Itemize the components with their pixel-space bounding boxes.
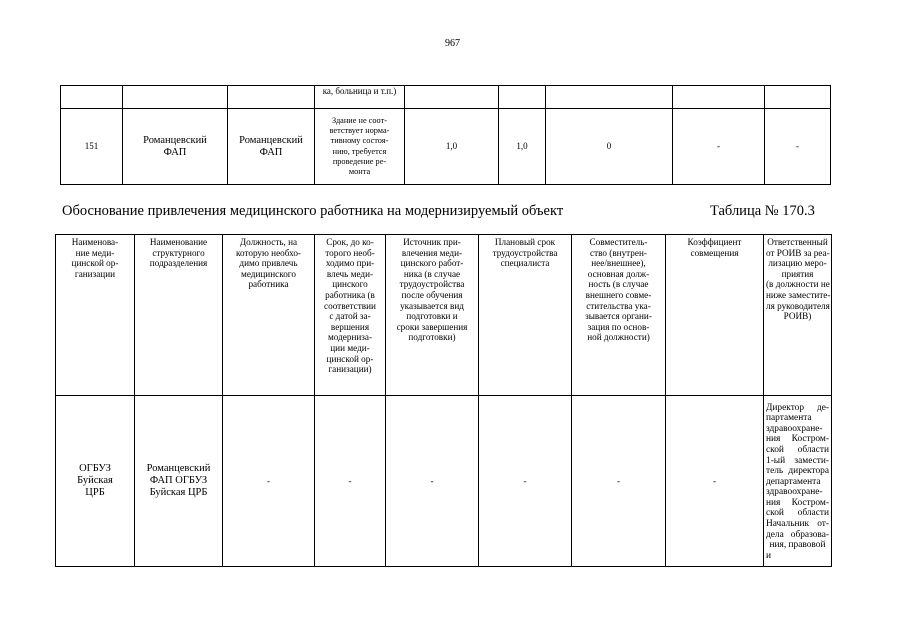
text-line: ной должности) — [587, 332, 650, 343]
deadline-cell: - — [315, 396, 386, 567]
text-line: работника (в — [325, 289, 375, 300]
text-line: ниже заместите- — [766, 289, 831, 300]
text-line: ОГБУЗ — [79, 463, 111, 474]
text-line: влечения меди- — [401, 247, 463, 258]
text-line: Романцевский — [143, 134, 207, 146]
header-cell — [572, 235, 666, 396]
text-line: ветствует норма- — [329, 126, 390, 136]
text-line: цинской ор- — [71, 258, 119, 269]
text-line: цинского работ- — [400, 258, 464, 269]
text-line: влечь меди- — [326, 268, 374, 279]
text-line: Директор де- — [766, 402, 829, 413]
source-cell: - — [386, 396, 479, 567]
page-number: 967 — [445, 38, 460, 49]
table-cell — [546, 86, 673, 109]
text-line: лизацию меро- — [768, 258, 827, 269]
header-cell — [479, 235, 572, 396]
table-cell — [765, 86, 831, 109]
value-cell: 1,0 — [499, 109, 546, 185]
text-line: тель директора — [766, 466, 829, 477]
text-line: здравоохране- — [766, 487, 823, 498]
text-line: 1-ый замести- — [766, 455, 829, 466]
text-line: тивному состоя- — [330, 136, 389, 146]
table-row — [61, 86, 831, 109]
text-line: монта — [348, 166, 371, 176]
value-cell: - — [765, 109, 831, 185]
table-header-row — [56, 235, 832, 396]
text-line: Ответственный — [767, 237, 828, 247]
table-cell: ка, больница и т.п.) — [315, 86, 405, 109]
text-line: (в должности не — [766, 279, 830, 290]
combination-cell: - — [572, 396, 666, 567]
text-line: цинского — [332, 279, 368, 290]
text-line: ля руководителя — [766, 300, 830, 311]
table-row — [56, 396, 832, 567]
text-line: основная долж- — [587, 268, 650, 279]
header-cell — [386, 235, 479, 396]
text-line: указывается вид — [400, 300, 464, 311]
building-condition — [315, 109, 405, 185]
header-cell — [315, 235, 386, 396]
text-line: вершения — [330, 321, 370, 332]
text-line: структурного — [152, 247, 205, 258]
header-cell — [764, 235, 832, 396]
text-line: ФАП — [259, 146, 283, 158]
text-line: зация по основ- — [587, 321, 650, 332]
table-cell — [228, 86, 315, 109]
table-cell — [123, 86, 228, 109]
text-line: после обучения — [401, 289, 463, 300]
text-line: Срок, до ко- — [326, 237, 374, 247]
text-line: ганизации) — [328, 364, 372, 375]
text-line: Должность, на — [239, 237, 298, 247]
text-line: партамента — [766, 413, 812, 424]
organization-cell — [56, 396, 135, 567]
header-cell — [56, 235, 135, 396]
text-line: РОИВ) — [783, 311, 812, 322]
text-line: трудоустройства — [399, 279, 465, 290]
text-line: ния, правовой и — [766, 540, 826, 561]
text-line: димо привлечь — [239, 258, 298, 269]
value-cell: 0 — [546, 109, 673, 185]
value-cell: 1,0 — [405, 109, 499, 185]
facility-table — [60, 85, 831, 185]
text-line: нию, требуется — [332, 146, 387, 156]
unit-cell — [135, 396, 223, 567]
header-cell — [223, 235, 315, 396]
text-line: медицинского — [241, 268, 296, 279]
text-line: которую необхо- — [236, 247, 301, 258]
text-line: с датой за- — [329, 311, 371, 322]
text-line: ния Костром- — [766, 497, 829, 508]
text-line: работника — [248, 279, 289, 290]
text-line: ской области — [766, 508, 829, 519]
text-line: специалиста — [500, 258, 550, 269]
text-line: Совместитель- — [589, 237, 648, 247]
text-line: Здание не соот- — [332, 115, 387, 125]
text-line: проведение ре- — [332, 156, 387, 166]
text-line: Романцевский — [146, 463, 211, 474]
text-line: Буйская — [77, 475, 113, 486]
text-line: подразделения — [149, 258, 208, 269]
row-number: 151 — [61, 109, 123, 185]
value-cell: - — [673, 109, 765, 185]
staff-justification-table — [55, 234, 832, 567]
coefficient-cell: - — [666, 396, 764, 567]
object-name — [228, 109, 315, 185]
text-line: ность (в случае — [588, 279, 649, 290]
text-line: от РОИВ за реа- — [766, 247, 830, 258]
table-cell — [499, 86, 546, 109]
facility-name — [123, 109, 228, 185]
text-line: внешнего совме- — [585, 289, 652, 300]
table-cell — [61, 86, 123, 109]
header-cell — [135, 235, 223, 396]
text-line: ния Костром- — [766, 434, 829, 445]
text-line: сроки завершения — [396, 321, 468, 332]
text-line: ЦРБ — [85, 487, 105, 498]
text-line: Источник при- — [403, 237, 461, 247]
text-line: ФАП ОГБУЗ — [149, 475, 208, 486]
text-line: модерниза- — [327, 332, 373, 343]
text-line: ции меди- — [330, 342, 370, 353]
text-line: Буйская ЦРБ — [149, 487, 208, 498]
text-line: подготовки и — [406, 311, 458, 322]
text-line: стительства ука- — [586, 300, 651, 311]
text-line: Наименова- — [71, 237, 119, 247]
text-line: зывается органи- — [585, 311, 652, 322]
text-line: ской области — [766, 444, 829, 455]
text-line: цинской ор- — [326, 353, 374, 364]
text-line: ФАП — [163, 146, 187, 158]
text-line: Плановый срок — [494, 237, 556, 247]
text-line: ника (в случае — [403, 268, 461, 279]
text-line: трудоустройства — [492, 247, 558, 258]
text-line: ство (внутрен- — [590, 247, 647, 258]
responsible-cell — [764, 396, 832, 567]
text-line: Коэффициент — [687, 237, 742, 247]
text-line: приятия — [781, 268, 814, 279]
text-line: торого необ- — [325, 247, 375, 258]
table-caption: Обоснование привлечения медицинского работника на модернизируемый объект — [62, 203, 564, 219]
text-line: соответствии — [324, 300, 376, 311]
text-line: дела образова- — [766, 529, 829, 540]
text-line: ганизации — [74, 268, 116, 279]
text-line: Наименование — [149, 237, 208, 247]
text-line: департамента — [766, 476, 821, 487]
text-line: совмещения — [690, 247, 739, 258]
text-line: нее/внешнее), — [591, 258, 646, 269]
position-cell: - — [223, 396, 315, 567]
header-cell — [666, 235, 764, 396]
text-line: здравоохране- — [766, 423, 823, 434]
text-line: ние меди- — [75, 247, 115, 258]
text-line: Начальник от- — [766, 519, 829, 530]
planned-date-cell: - — [479, 396, 572, 567]
text-line: ходимо при- — [325, 258, 375, 269]
table-cell — [405, 86, 499, 109]
text-line: подготовки) — [408, 332, 456, 343]
table-row — [61, 109, 831, 185]
table-cell — [673, 86, 765, 109]
table-number: Таблица № 170.3 — [710, 203, 815, 219]
text-line: Романцевский — [239, 134, 303, 146]
